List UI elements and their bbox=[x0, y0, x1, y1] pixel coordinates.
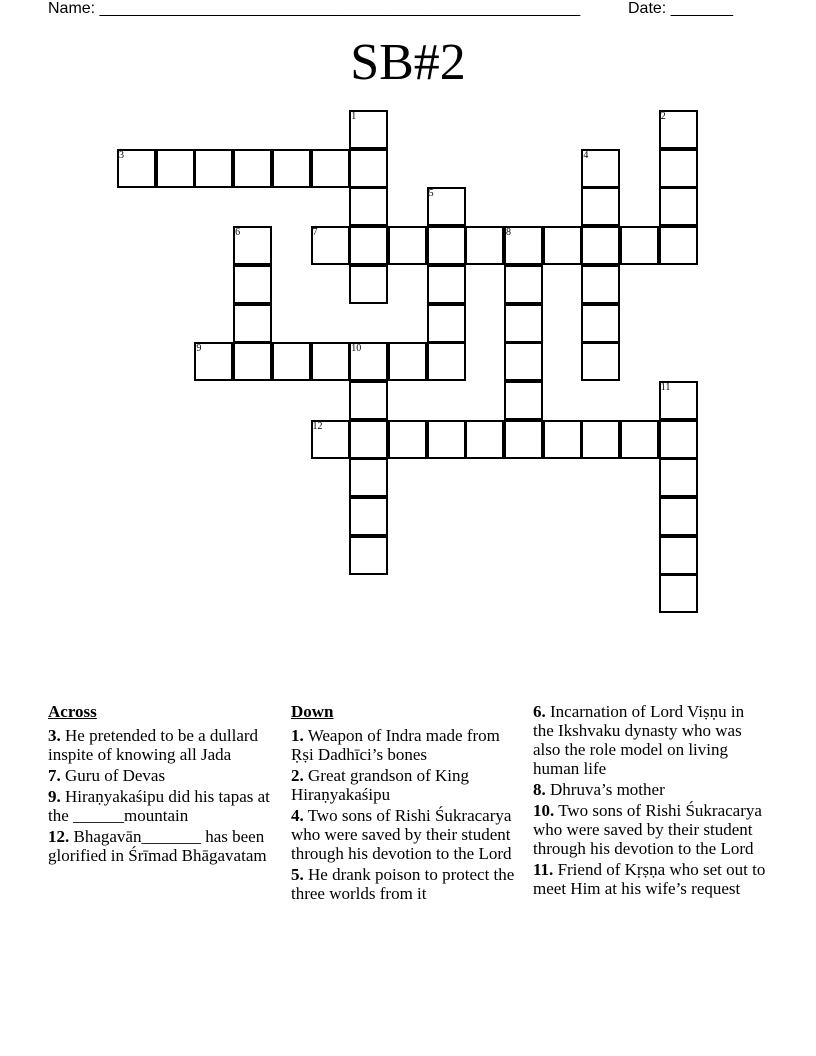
grid-cell[interactable] bbox=[581, 226, 620, 265]
grid-cell[interactable] bbox=[659, 226, 698, 265]
grid-cell[interactable] bbox=[659, 458, 698, 497]
page-title: SB#2 bbox=[350, 34, 466, 91]
grid-number: 5 bbox=[428, 188, 434, 200]
grid-cell[interactable] bbox=[272, 342, 311, 381]
grid-cell[interactable] bbox=[233, 342, 272, 381]
grid-cell[interactable] bbox=[349, 381, 388, 420]
clue-number: 12. bbox=[48, 827, 70, 846]
down-clues-continued bbox=[533, 702, 768, 900]
grid-cell[interactable] bbox=[349, 497, 388, 536]
grid-number: 9 bbox=[196, 343, 202, 355]
clue-text: Two sons of Rishi Śukracarya who were saved by their student through his devotion to the Lord bbox=[533, 801, 762, 858]
grid-cell[interactable] bbox=[659, 420, 698, 459]
grid-number: 1 bbox=[351, 111, 357, 122]
grid-cell[interactable] bbox=[620, 420, 659, 459]
grid-number: 8 bbox=[506, 227, 511, 239]
clue-item bbox=[533, 860, 768, 898]
grid-number: 4 bbox=[583, 149, 589, 161]
grid-cell[interactable] bbox=[388, 342, 427, 381]
grid-cell[interactable] bbox=[233, 149, 272, 188]
clue-number: 2. bbox=[291, 766, 304, 785]
clue-number: 1. bbox=[291, 726, 304, 745]
clue-number: 9. bbox=[48, 787, 61, 806]
grid-cell[interactable] bbox=[427, 420, 466, 459]
clue-item bbox=[48, 787, 283, 825]
across-heading: Across bbox=[48, 702, 97, 721]
clue-number: 3. bbox=[48, 726, 61, 745]
grid-cell[interactable] bbox=[659, 149, 698, 188]
grid-cell[interactable] bbox=[504, 265, 543, 304]
down-clues bbox=[291, 702, 523, 905]
grid-cell[interactable] bbox=[388, 226, 427, 265]
clue-text: Incarnation of Lord Viṣṇu in the Ikshvaku dynasty who was also the role model on living human life bbox=[533, 702, 745, 778]
grid-cell[interactable] bbox=[349, 226, 388, 265]
down-heading: Down bbox=[291, 702, 334, 721]
clue-number: 6. bbox=[533, 702, 546, 721]
grid-cell[interactable] bbox=[233, 304, 272, 343]
clue-text: Dhruva’s mother bbox=[550, 780, 665, 799]
name-field[interactable]: Name: ______________________________________________________ bbox=[48, 0, 581, 17]
grid-cell[interactable] bbox=[465, 420, 504, 459]
grid-number: 2 bbox=[660, 111, 666, 122]
grid-cell[interactable] bbox=[659, 187, 698, 226]
grid-cell[interactable] bbox=[349, 187, 388, 226]
clue-text: He pretended to be a dullard inspite of knowing all Jada bbox=[48, 726, 259, 764]
grid-cell[interactable] bbox=[581, 304, 620, 343]
across-clues bbox=[48, 702, 283, 867]
clue-text: Guru of Devas bbox=[65, 766, 166, 785]
clue-text: Friend of Kṛṣṇa who set out to meet Him at his wife’s request bbox=[533, 860, 766, 898]
clue-text: Weapon of Indra made from Ṛṣi Dadhīci’s bones bbox=[291, 726, 500, 764]
clue-text: Bhagavān_______ has been glorified in Śrīmad Bhāgavatam bbox=[48, 827, 267, 865]
grid-cell[interactable] bbox=[194, 149, 233, 188]
clue-item bbox=[48, 827, 283, 865]
grid-cell[interactable] bbox=[659, 536, 698, 575]
grid-cell[interactable] bbox=[581, 420, 620, 459]
clue-item bbox=[533, 702, 768, 778]
grid-number: 11 bbox=[660, 381, 671, 393]
grid-cell[interactable] bbox=[620, 226, 659, 265]
grid-number: 3 bbox=[119, 149, 124, 161]
grid-cell[interactable] bbox=[311, 149, 350, 188]
grid-cell[interactable] bbox=[349, 458, 388, 497]
grid-cell[interactable] bbox=[465, 226, 504, 265]
clue-text: He drank poison to protect the three worlds from it bbox=[291, 865, 515, 903]
grid-number: 7 bbox=[312, 227, 318, 239]
clue-item bbox=[48, 726, 283, 764]
clue-number: 4. bbox=[291, 806, 304, 825]
clue-number: 11. bbox=[533, 860, 554, 879]
grid-cell[interactable] bbox=[427, 226, 466, 265]
grid-cell[interactable] bbox=[581, 342, 620, 381]
grid-cell[interactable] bbox=[388, 420, 427, 459]
grid-cell[interactable] bbox=[349, 536, 388, 575]
clue-item bbox=[533, 801, 768, 858]
clue-text: Great grandson of King Hiraṇyakaśipu bbox=[291, 766, 469, 804]
grid-cell[interactable] bbox=[427, 342, 466, 381]
grid-cell[interactable] bbox=[349, 265, 388, 304]
clue-item bbox=[291, 766, 523, 804]
clue-item bbox=[533, 780, 768, 799]
grid-cell[interactable] bbox=[311, 342, 350, 381]
clue-number: 7. bbox=[48, 766, 61, 785]
clue-text: Two sons of Rishi Śukracarya who were saved by their student through his devotion to the Lord bbox=[291, 806, 512, 863]
clue-item bbox=[291, 726, 523, 764]
grid-cell[interactable] bbox=[504, 381, 543, 420]
clue-text: Hiraṇyakaśipu did his tapas at the ______mountain bbox=[48, 787, 270, 825]
clue-item bbox=[48, 766, 283, 785]
grid-cell[interactable] bbox=[504, 304, 543, 343]
grid-cell[interactable] bbox=[156, 149, 195, 188]
date-field[interactable]: Date: _______ bbox=[628, 0, 733, 17]
grid-cell[interactable] bbox=[349, 149, 388, 188]
grid-number: 10 bbox=[351, 343, 362, 355]
clue-number: 8. bbox=[533, 780, 546, 799]
grid-cell[interactable] bbox=[427, 304, 466, 343]
grid-cell[interactable] bbox=[581, 265, 620, 304]
grid-cell[interactable] bbox=[349, 420, 388, 459]
grid-cell[interactable] bbox=[427, 265, 466, 304]
clue-number: 5. bbox=[291, 865, 304, 884]
grid-number: 12 bbox=[312, 420, 323, 432]
clue-item bbox=[291, 806, 523, 863]
grid-cell[interactable] bbox=[659, 497, 698, 536]
grid-cell[interactable] bbox=[504, 342, 543, 381]
grid-cell[interactable] bbox=[659, 574, 698, 613]
grid-cell[interactable] bbox=[233, 265, 272, 304]
grid-cell[interactable] bbox=[543, 420, 582, 459]
clue-item bbox=[291, 865, 523, 903]
grid-cell[interactable] bbox=[581, 187, 620, 226]
grid-cell[interactable] bbox=[272, 149, 311, 188]
clue-number: 10. bbox=[533, 801, 555, 820]
grid-cell[interactable] bbox=[543, 226, 582, 265]
grid-cell[interactable] bbox=[504, 420, 543, 459]
grid-number: 6 bbox=[235, 227, 241, 239]
